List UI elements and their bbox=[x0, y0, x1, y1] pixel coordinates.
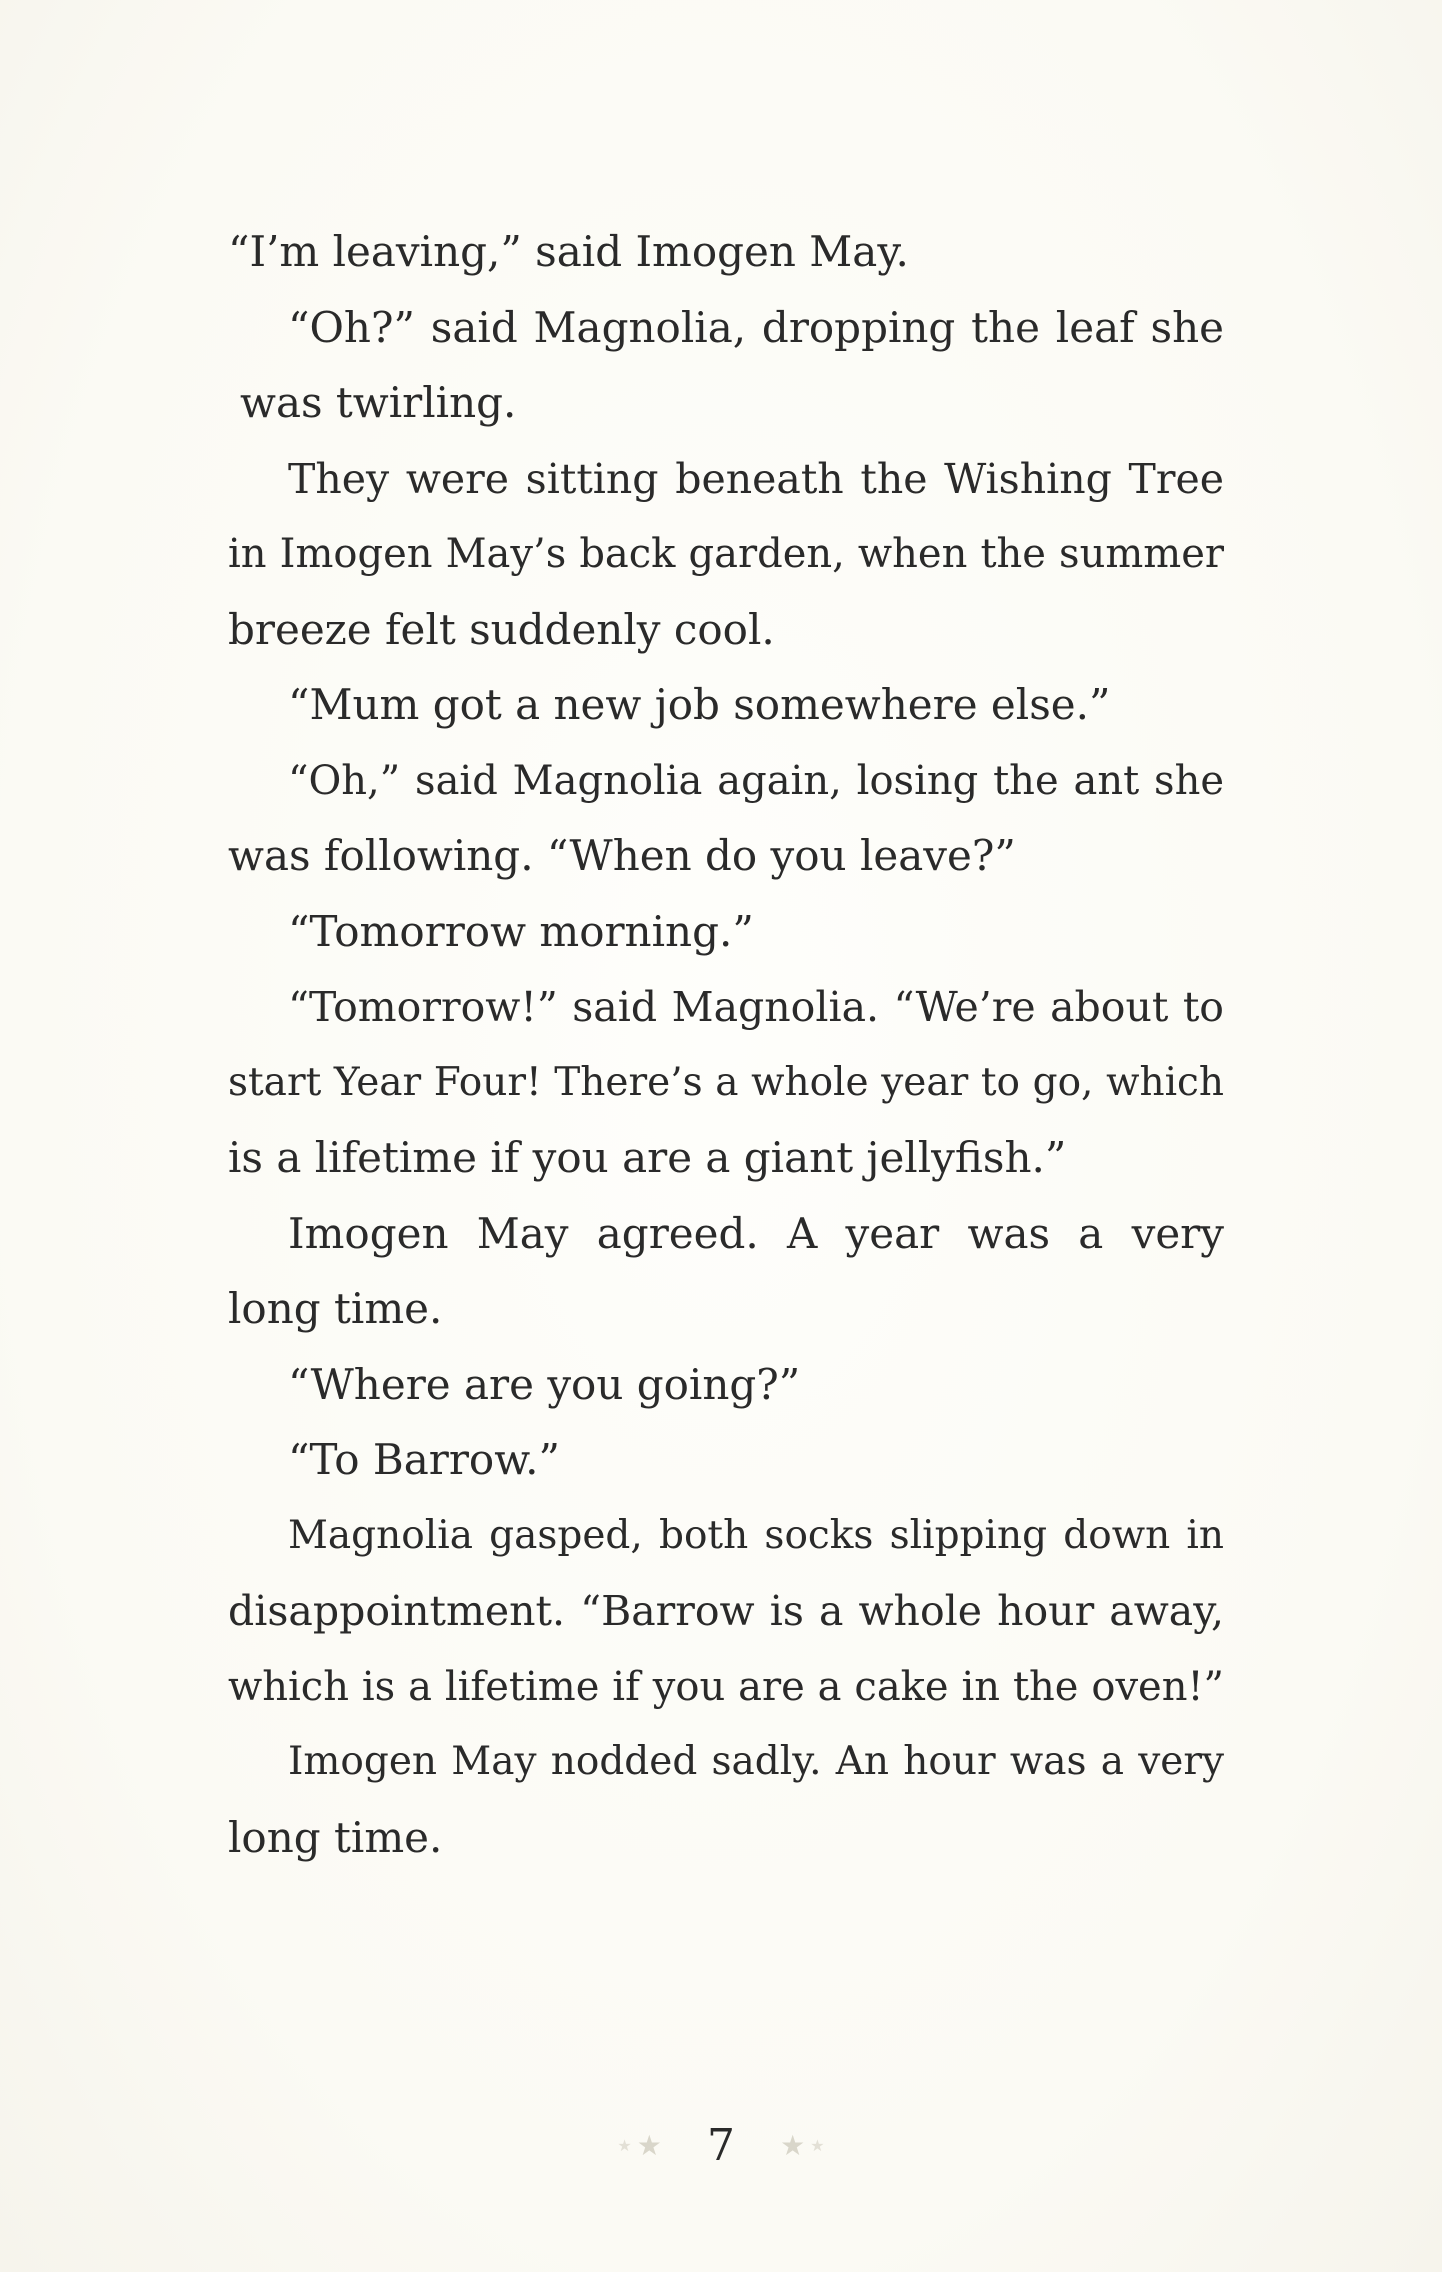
page-number: 7 bbox=[707, 2120, 735, 2171]
text-line: long time. bbox=[228, 1284, 443, 1333]
star-ornament-icon: ★ bbox=[617, 2136, 632, 2155]
text-line: disappointment. “Barrow is a whole hour away, bbox=[228, 1587, 1224, 1635]
text-line: was following. “When do you leave?” bbox=[228, 831, 1016, 880]
text-line: “Mum got a new job somewhere else.” bbox=[288, 680, 1111, 729]
text-line: Magnolia gasped, both socks slipping down in bbox=[288, 1513, 1224, 1558]
page-footer bbox=[0, 2120, 1442, 2171]
text-line: long time. bbox=[228, 1813, 443, 1862]
text-line: “To Barrow.” bbox=[288, 1435, 560, 1484]
text-line: Imogen May nodded sadly. An hour was a very bbox=[288, 1739, 1224, 1784]
text-line: “Oh,” said Magnolia again, losing the ant she bbox=[288, 758, 1224, 804]
star-ornament-icon: ★ bbox=[780, 2129, 806, 2162]
text-line: “Tomorrow morning.” bbox=[288, 907, 754, 956]
text-line: “Where are you going?” bbox=[288, 1360, 801, 1409]
star-ornament-icon: ★ bbox=[810, 2136, 825, 2155]
text-line: “I’m leaving,” said Imogen May. bbox=[228, 227, 909, 276]
text-line: breeze felt suddenly cool. bbox=[228, 605, 775, 654]
text-line: in Imogen May’s back garden, when the summer bbox=[228, 531, 1224, 577]
text-line: was twirling. bbox=[240, 378, 517, 427]
text-line: “Oh?” said Magnolia, dropping the leaf she bbox=[288, 303, 1224, 352]
text-line: which is a lifetime if you are a cake in the oven!” bbox=[228, 1664, 1224, 1710]
text-line: start Year Four! There’s a whole year to go, which bbox=[228, 1060, 1224, 1105]
star-ornament-icon: ★ bbox=[636, 2129, 662, 2162]
text-line: Imogen May agreed. A year was a very bbox=[288, 1209, 1224, 1258]
text-line: “Tomorrow!” said Magnolia. “We’re about to bbox=[288, 983, 1224, 1031]
text-line: is a lifetime if you are a giant jellyfish.” bbox=[228, 1133, 1067, 1182]
text-line: They were sitting beneath the Wishing Tree bbox=[288, 455, 1224, 503]
